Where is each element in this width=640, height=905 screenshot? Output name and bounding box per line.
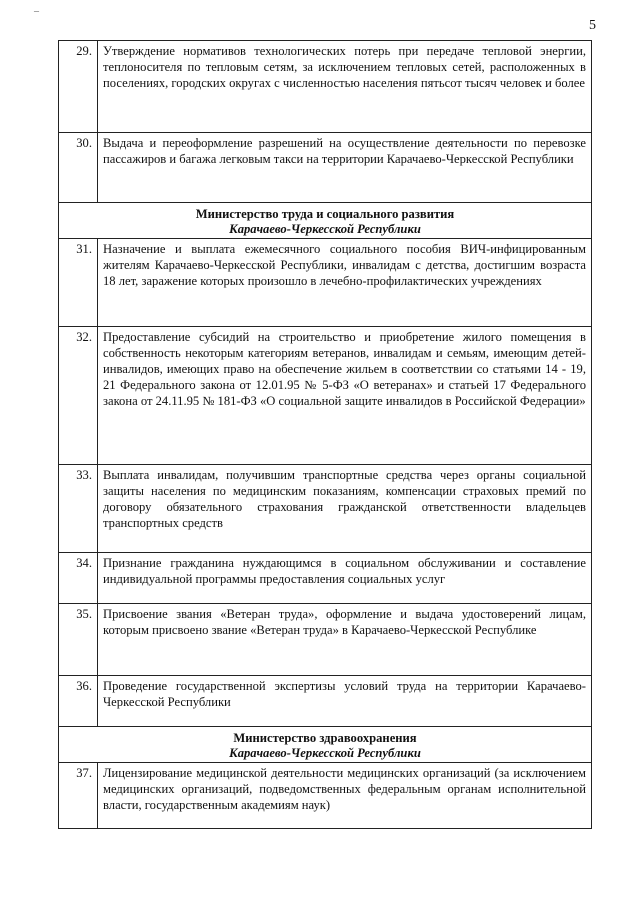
row-description: Выдача и переоформление разрешений на осуществление деятельности по перевозке пассажиров и багажа легковым такси на территории Карачаево-Черкесской Республики xyxy=(98,133,592,203)
row-description: Предоставление субсидий на строительство и приобретение жилого помещения в собственность некоторым категориям ветеранов, инвалидам и семьям, имеющим детей-инвалидов, имеющих право на обеспечение жильем в соответствии со статьями 14 - 19, 21 Федерального закона от 12.01.95 № 5-ФЗ «О ветеранах» и статьей 17 Федерального закона от 24.11.95 № 181-ФЗ «О социальной защите инвалидов в Российской Федерации» xyxy=(98,326,592,464)
table-row xyxy=(59,238,592,326)
row-description: Признание гражданина нуждающимся в социальном обслуживании и составление индивидуальной программы предоставления социальных услуг xyxy=(98,552,592,603)
table-body xyxy=(59,41,592,829)
row-number: 35. xyxy=(59,603,98,675)
section-header xyxy=(59,726,592,762)
row-description: Утверждение нормативов технологических потерь при передаче тепловой энергии, теплоносителя по тепловым сетям, за исключением тепловых сетей, расположенных в поселениях, городских округах с численностью населения пятьсот тысяч человек и более xyxy=(98,41,592,133)
row-description: Проведение государственной экспертизы условий труда на территории Карачаево-Черкесской Республики xyxy=(98,675,592,726)
section-title-line1: Министерство здравоохранения xyxy=(233,730,417,745)
table-row xyxy=(59,552,592,603)
row-description: Выплата инвалидам, получившим транспортные средства через органы социальной защиты населения по медицинским показаниям, компенсации страховых премий по договору обязательного страхования гражданской ответственности владельцев транспортных средств xyxy=(98,464,592,552)
section-header-row xyxy=(59,726,592,762)
section-title-line2: Карачаево-Черкесской Республики xyxy=(229,222,421,237)
section-header xyxy=(59,203,592,239)
row-number: 36. xyxy=(59,675,98,726)
row-number: 37. xyxy=(59,762,98,828)
row-description: Присвоение звания «Ветеран труда», оформление и выдача удостоверений лицам, которым присвоено звание «Ветеран труда» в Карачаево-Черкесской Республике xyxy=(98,603,592,675)
table-row xyxy=(59,762,592,828)
corner-mark: – xyxy=(34,6,39,17)
table-row xyxy=(59,326,592,464)
row-number: 29. xyxy=(59,41,98,133)
page-number: 5 xyxy=(589,18,596,33)
row-number: 33. xyxy=(59,464,98,552)
row-number: 34. xyxy=(59,552,98,603)
row-description: Назначение и выплата ежемесячного социального пособия ВИЧ-инфицированным жителям Карачаево-Черкесской Республики, инвалидам с детства, достигшим возраста 18 лет, заражение которых произошло в лечебно-профилактических учреждениях xyxy=(98,238,592,326)
table-row xyxy=(59,133,592,203)
row-number: 32. xyxy=(59,326,98,464)
section-title-line2: Карачаево-Черкесской Республики xyxy=(229,746,421,761)
row-number: 31. xyxy=(59,238,98,326)
row-number: 30. xyxy=(59,133,98,203)
section-title-line1: Министерство труда и социального развития xyxy=(195,207,455,221)
table-row xyxy=(59,675,592,726)
table-row xyxy=(59,464,592,552)
services-table xyxy=(58,40,592,829)
section-header-row xyxy=(59,203,592,239)
row-description: Лицензирование медицинской деятельности медицинских организаций (за исключением медицинских организаций, подведомственных федеральным органам исполнительной власти, государственным академиям наук) xyxy=(98,762,592,828)
table-row xyxy=(59,41,592,133)
table-row xyxy=(59,603,592,675)
